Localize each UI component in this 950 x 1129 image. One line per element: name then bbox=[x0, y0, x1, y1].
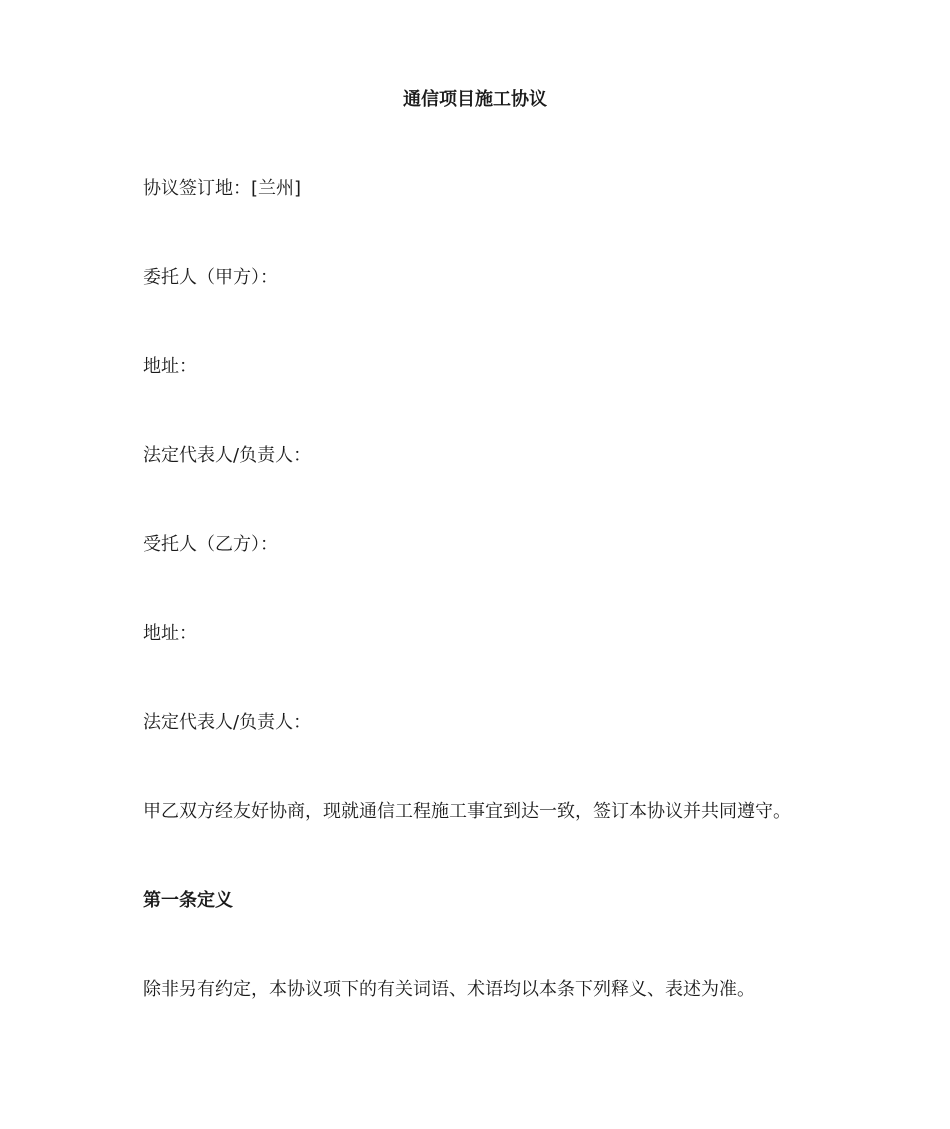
party-a-address-line: 地址： bbox=[143, 356, 197, 377]
party-b-representative-line: 法定代表人/负责人： bbox=[143, 712, 312, 733]
party-b-line: 受托人（乙方）： bbox=[143, 534, 278, 555]
party-b-address-line: 地址： bbox=[143, 623, 197, 644]
document-title: 通信项目施工协议 bbox=[403, 89, 547, 110]
article-one-heading: 第一条定义 bbox=[143, 890, 233, 911]
party-a-representative-line: 法定代表人/负责人： bbox=[143, 445, 312, 466]
signing-place-line: 协议签订地：[兰州] bbox=[143, 178, 302, 199]
preamble-paragraph: 甲乙双方经友好协商，现就通信工程施工事宜到达一致，签订本协议并共同遵守。 bbox=[143, 801, 791, 822]
party-a-line: 委托人（甲方）： bbox=[143, 267, 278, 288]
article-one-paragraph: 除非另有约定，本协议项下的有关词语、术语均以本条下列释义、表述为准。 bbox=[143, 979, 755, 1000]
